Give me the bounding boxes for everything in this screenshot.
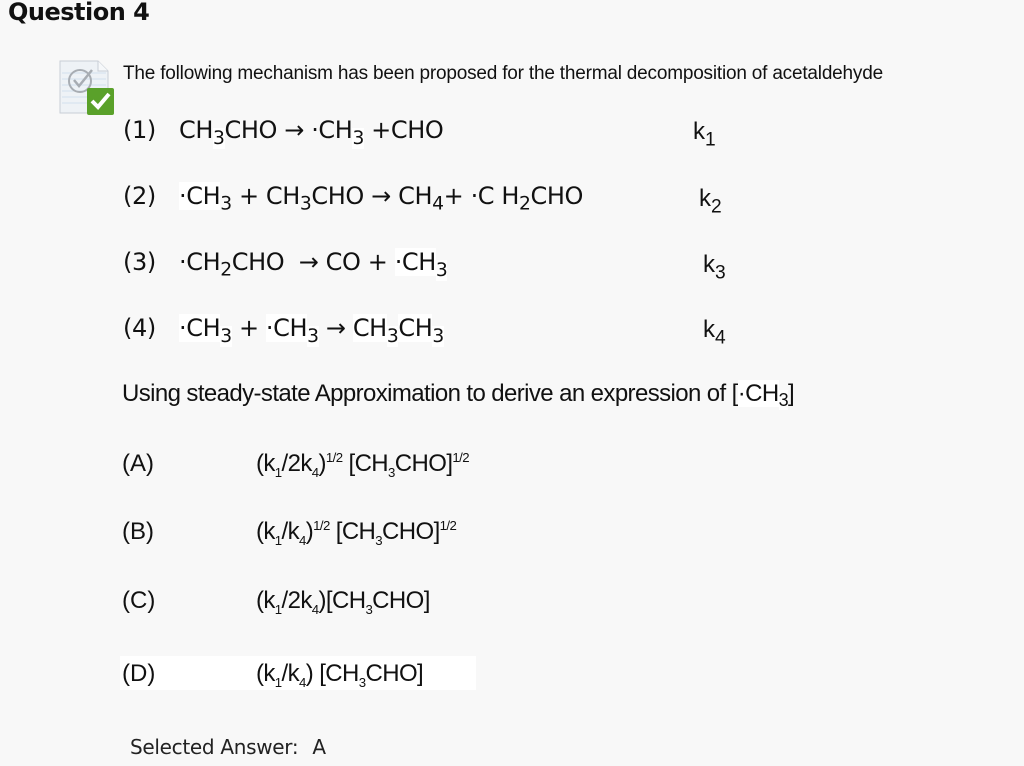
- arrow-icon: →: [298, 248, 319, 276]
- arrow-icon: →: [325, 314, 346, 342]
- question-instruction: Using steady-state Approximation to derive an expression of $[\cdot CH_3]$: [122, 380, 795, 411]
- reaction-4: $(4) \cdot CH_3 + \cdot CH_3 \to CH_3CH_3$: [123, 314, 444, 347]
- option-d: (D): [122, 660, 156, 687]
- option-a-expression: $(k_1/2k_4)^{1/2}$ $[CH_3CHO]^{1/2}$: [256, 449, 469, 480]
- question-prompt: The following mechanism has been proposed for the thermal decomposition of acetaldehyde: [123, 63, 883, 84]
- selected-answer-label: Selected Answer:: [130, 735, 299, 759]
- rate-constant-k4: $k_4$: [703, 316, 726, 349]
- question-title: Question 4: [8, 0, 150, 26]
- graded-correct-icon: [58, 59, 114, 115]
- option-b: (B): [122, 518, 154, 545]
- reaction-2: $(2) \cdot CH_3 + CH_3CHO \to CH_4+ \cdot C$ $H_2CHO$: [123, 182, 584, 215]
- selected-answer: [130, 735, 326, 759]
- reaction-number: (1): [123, 116, 156, 144]
- arrow-icon: →: [284, 116, 304, 144]
- option-d-expression: $(k_1/k_4)$ $[CH_3CHO]$: [256, 660, 424, 690]
- rate-constant-k1: $k_1$: [693, 118, 716, 151]
- reaction-3: $(3) \cdot CH_2CHO$ → CO + $\cdot CH_3$: [123, 248, 448, 281]
- option-c-expression: $(k_1/2k_4)[CH_3CHO]$: [256, 587, 430, 617]
- option-c: (C): [122, 587, 156, 614]
- option-b-expression: $(k_1/k_4)^{1/2}$ $[CH_3CHO]^{1/2}$: [256, 517, 457, 548]
- arrow-icon: →: [371, 182, 391, 210]
- rate-constant-k3: $k_3$: [703, 251, 726, 284]
- selected-answer-value: A: [312, 735, 326, 759]
- reaction-1: (1) $CH_3CHO \to \cdot CH_3 +CHO$: [123, 116, 444, 149]
- option-letter: (A): [122, 450, 154, 477]
- option-a: [122, 450, 154, 478]
- rate-constant-k2: $k_2$: [699, 185, 722, 218]
